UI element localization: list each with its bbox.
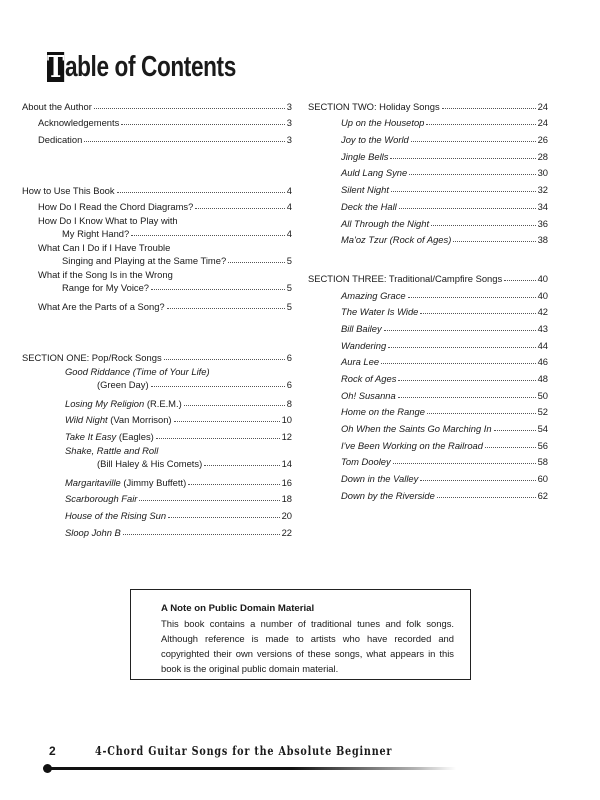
- entry-label: [341, 306, 418, 317]
- toc-group: [22, 95, 292, 145]
- toc-entry[interactable]: [308, 267, 548, 284]
- entry-title: Bill Bailey: [341, 322, 382, 334]
- entry-label: [308, 273, 502, 284]
- entry-title: The Water Is Wide: [341, 306, 419, 318]
- entry-page: 56: [537, 439, 548, 451]
- entry-second-line: [38, 254, 292, 266]
- dot-leader: [504, 279, 535, 281]
- entry-title: Scarborough Fair: [65, 493, 138, 505]
- entry-label: [341, 201, 397, 212]
- entry-title: Dedication: [38, 134, 83, 146]
- entry-first-line: [38, 215, 292, 227]
- entry-continuation: Singing and Playing at the Same Time?: [62, 255, 227, 267]
- entry-page: 26: [537, 134, 548, 146]
- dot-leader: [494, 429, 536, 431]
- entry-title: About the Author: [22, 100, 92, 112]
- dot-leader: [409, 173, 535, 175]
- entry-page: 5: [286, 301, 292, 313]
- entry-page: 6: [286, 378, 292, 390]
- entry-first-line: [65, 366, 292, 378]
- entry-label: [341, 340, 386, 351]
- entry-label: [38, 201, 193, 212]
- entry-page: 36: [537, 217, 548, 229]
- toc-entry[interactable]: [308, 162, 548, 179]
- entry-label: [38, 215, 178, 226]
- entry-label: [341, 423, 492, 434]
- entry-label: [341, 184, 389, 195]
- toc-entry[interactable]: [308, 334, 548, 351]
- entry-page: 6: [286, 351, 292, 363]
- toc-entry[interactable]: [308, 401, 548, 418]
- toc-entry[interactable]: [308, 317, 548, 334]
- entry-page: 4: [286, 228, 292, 240]
- toc-entry[interactable]: [22, 95, 292, 112]
- entry-title: Shake, Rattle and Roll: [65, 444, 159, 456]
- entry-title: House of the Rising Sun: [65, 509, 167, 521]
- entry-label: [38, 117, 119, 128]
- entry-title: SECTION ONE: Pop/Rock Songs: [22, 351, 162, 363]
- entry-page: 34: [537, 200, 548, 212]
- entry-title: Oh When the Saints Go Marching In: [341, 423, 492, 435]
- toc-entry[interactable]: [22, 179, 292, 196]
- dot-leader: [485, 446, 536, 448]
- toc-entry[interactable]: [22, 215, 292, 239]
- dot-leader: [384, 329, 536, 331]
- entry-title: Aura Lee: [341, 356, 380, 368]
- toc-entry[interactable]: [22, 295, 292, 312]
- toc-entry[interactable]: [22, 521, 292, 538]
- dot-leader: [156, 437, 280, 439]
- toc-group: [22, 346, 292, 538]
- toc-right-column: [308, 95, 548, 535]
- toc-entry[interactable]: [22, 488, 292, 505]
- entry-page: 5: [286, 255, 292, 267]
- dot-leader: [123, 533, 280, 535]
- toc-entry[interactable]: [308, 467, 548, 484]
- entry-title: How Do I Know What to Play with: [38, 215, 178, 227]
- entry-label: [341, 323, 382, 334]
- toc-entry[interactable]: [22, 196, 292, 213]
- toc-entry[interactable]: [22, 445, 292, 469]
- entry-artist: (Jimmy Buffett): [120, 476, 187, 488]
- dot-leader: [117, 191, 285, 193]
- entry-page: 24: [537, 117, 548, 129]
- entry-title: Margaritaville: [65, 476, 121, 488]
- entry-title: Down by the Riverside: [341, 489, 435, 501]
- entry-title: Acknowledgements: [38, 117, 120, 129]
- entry-title: All Through the Night: [341, 217, 430, 229]
- entry-page: 16: [281, 476, 292, 488]
- entry-title: Silent Night: [341, 184, 389, 196]
- entry-page: 52: [537, 406, 548, 418]
- toc-entry[interactable]: [22, 392, 292, 409]
- entry-page: 3: [286, 100, 292, 112]
- dot-leader: [420, 312, 535, 314]
- dot-leader: [453, 240, 535, 242]
- dot-leader: [84, 140, 284, 142]
- entry-page: 28: [537, 150, 548, 162]
- dot-leader: [167, 307, 285, 309]
- entry-label: [38, 134, 82, 145]
- title-rest: able of Contents: [64, 50, 236, 83]
- toc-entry[interactable]: [22, 112, 292, 129]
- dot-leader: [228, 261, 285, 263]
- entry-page: 4: [286, 201, 292, 213]
- dot-leader: [408, 296, 536, 298]
- entry-page: 42: [537, 306, 548, 318]
- dot-leader: [204, 464, 279, 466]
- entry-title: What Are the Parts of a Song?: [38, 301, 165, 313]
- toc-entry[interactable]: [22, 242, 292, 266]
- dot-leader: [131, 234, 285, 236]
- toc-entry[interactable]: [308, 384, 548, 401]
- entry-page: 5: [286, 282, 292, 294]
- toc-entry[interactable]: [308, 212, 548, 229]
- entry-page: 22: [281, 526, 292, 538]
- entry-continuation: (Green Day): [97, 378, 149, 390]
- entry-label: [341, 373, 396, 384]
- entry-page: 54: [537, 423, 548, 435]
- entry-title: Jingle Bells: [341, 150, 389, 162]
- entry-page: 40: [537, 289, 548, 301]
- dot-leader: [381, 362, 536, 364]
- entry-title: Amazing Grace: [341, 289, 406, 301]
- entry-label: [65, 510, 166, 521]
- entry-title: Tom Dooley: [341, 456, 391, 468]
- entry-title: Deck the Hall: [341, 200, 397, 212]
- dot-leader: [184, 404, 285, 406]
- entry-page: 48: [537, 373, 548, 384]
- entry-title: Wandering: [341, 339, 387, 351]
- entry-label: [341, 440, 483, 451]
- entry-page: 8: [286, 397, 292, 409]
- note-heading: A Note on Public Domain Material: [161, 603, 315, 614]
- toc-entry[interactable]: [308, 128, 548, 145]
- entry-page: 3: [286, 134, 292, 146]
- dot-leader: [94, 107, 285, 109]
- dot-leader: [393, 462, 536, 464]
- entry-title: What Can I Do if I Have Trouble: [38, 242, 171, 254]
- entry-label: [22, 352, 162, 363]
- page-title: [47, 50, 236, 84]
- entry-label: [38, 269, 173, 280]
- entry-label: [341, 290, 406, 301]
- entry-label: [341, 151, 388, 162]
- entry-artist: (R.E.M.): [144, 397, 182, 409]
- entry-label: [341, 406, 425, 417]
- entry-artist: (Eagles): [116, 430, 154, 442]
- entry-page: 38: [537, 234, 548, 246]
- toc-entry[interactable]: [308, 95, 548, 112]
- entry-page: 10: [281, 414, 292, 426]
- dot-leader: [437, 496, 536, 498]
- dot-leader: [164, 358, 285, 360]
- toc-entry[interactable]: [308, 417, 548, 434]
- entry-label: [341, 134, 409, 145]
- entry-first-line: [65, 445, 292, 457]
- dot-leader: [398, 396, 536, 398]
- toc-entry[interactable]: [308, 229, 548, 246]
- entry-label: [38, 301, 165, 312]
- entry-title: Losing My Religion: [65, 397, 145, 409]
- entry-title: How to Use This Book: [22, 184, 115, 196]
- dot-leader: [188, 483, 279, 485]
- entry-continuation: My Right Hand?: [62, 228, 130, 240]
- entry-title: Wild Night: [65, 414, 108, 426]
- dot-leader: [388, 346, 535, 348]
- entry-page: 4: [286, 184, 292, 196]
- footer-bullet-icon: [43, 764, 52, 773]
- dot-leader: [427, 412, 536, 414]
- entry-label: [308, 101, 440, 112]
- entry-label: [341, 473, 418, 484]
- entry-label: [341, 356, 379, 367]
- toc-entry[interactable]: [22, 346, 292, 363]
- toc-entry[interactable]: [308, 178, 548, 195]
- entry-page: 62: [537, 489, 548, 501]
- entry-page: 43: [537, 322, 548, 334]
- entry-title: What if the Song Is in the Wrong: [38, 269, 173, 281]
- entry-label: [65, 527, 121, 538]
- toc-entry[interactable]: [22, 269, 292, 293]
- entry-second-line: [65, 457, 292, 469]
- entry-title: Home on the Range: [341, 406, 425, 418]
- entry-label: [65, 366, 210, 377]
- entry-label: [341, 167, 407, 178]
- entry-second-line: [65, 378, 292, 390]
- toc-entry[interactable]: [308, 484, 548, 501]
- dot-leader: [121, 123, 284, 125]
- toc-entry[interactable]: [22, 504, 292, 521]
- entry-page: 60: [537, 473, 548, 485]
- entry-label: [65, 477, 186, 488]
- footer-page-number: 2: [49, 744, 56, 758]
- entry-page: 18: [281, 493, 292, 505]
- entry-title: Auld Lang Syne: [341, 167, 408, 179]
- dot-leader: [431, 224, 535, 226]
- toc-entry[interactable]: [308, 351, 548, 368]
- entry-page: 40: [537, 272, 548, 284]
- dot-leader: [168, 516, 279, 518]
- entry-continuation: Range for My Voice?: [62, 282, 150, 294]
- entry-title: Take It Easy: [65, 430, 117, 442]
- toc-entry[interactable]: [308, 434, 548, 451]
- dot-leader: [426, 123, 535, 125]
- dot-leader: [398, 379, 535, 381]
- entry-title: Oh! Susanna: [341, 389, 396, 401]
- entry-label: [65, 414, 172, 425]
- dot-leader: [174, 420, 280, 422]
- entry-label: [341, 234, 451, 245]
- dot-leader: [151, 288, 285, 290]
- entry-page: 50: [537, 389, 548, 401]
- entry-label: [341, 218, 429, 229]
- toc-group: [308, 95, 548, 245]
- dot-leader: [420, 479, 535, 481]
- footer-rule: [46, 767, 456, 770]
- dot-leader: [391, 190, 536, 192]
- entry-title: How Do I Read the Chord Diagrams?: [38, 201, 194, 213]
- dot-leader: [195, 207, 285, 209]
- entry-title: Sloop John B: [65, 526, 121, 538]
- entry-page: 58: [537, 456, 548, 468]
- entry-title: I've Been Working on the Railroad: [341, 439, 483, 451]
- entry-second-line: [38, 227, 292, 239]
- dot-leader: [442, 107, 536, 109]
- entry-page: 46: [537, 356, 548, 368]
- entry-artist: (Van Morrison): [107, 414, 172, 426]
- toc-entry[interactable]: [308, 145, 548, 162]
- entry-page: 20: [281, 509, 292, 521]
- toc-entry[interactable]: [22, 128, 292, 145]
- entry-label: [65, 493, 137, 504]
- dot-leader: [390, 157, 535, 159]
- toc-entry[interactable]: [308, 195, 548, 212]
- entry-first-line: [38, 269, 292, 281]
- toc-entry[interactable]: [22, 409, 292, 426]
- entry-title: Good Riddance (Time of Your Life): [65, 365, 210, 377]
- toc-group: [22, 179, 292, 312]
- entry-label: [341, 117, 424, 128]
- dot-leader: [139, 499, 279, 501]
- entry-label: [38, 242, 170, 253]
- entry-first-line: [38, 242, 292, 254]
- toc-entry[interactable]: [22, 471, 292, 488]
- toc-entry[interactable]: [308, 367, 548, 384]
- entry-label: [65, 398, 182, 409]
- entry-title: Rock of Ages: [341, 373, 397, 384]
- entry-second-line: [38, 281, 292, 293]
- entry-continuation: (Bill Haley & His Comets): [97, 457, 203, 469]
- entry-page: 14: [281, 457, 292, 469]
- entry-label: [65, 431, 154, 442]
- entry-page: 3: [286, 117, 292, 129]
- entry-label: [341, 456, 391, 467]
- toc-entry[interactable]: [308, 284, 548, 301]
- entry-title: SECTION THREE: Traditional/Campfire Songs: [308, 272, 503, 284]
- entry-title: Down in the Valley: [341, 473, 419, 485]
- public-domain-note: [130, 589, 471, 680]
- entry-page: 24: [537, 100, 548, 112]
- toc-left-column: [22, 95, 292, 572]
- note-body: This book contains a number of traditional tunes and folk songs. Although reference is made to artists who have recorded and copyrighted their own versions of these songs, what appears in this book is the original public domain material.: [161, 618, 454, 674]
- toc-entry[interactable]: [308, 451, 548, 468]
- entry-title: Joy to the World: [341, 134, 409, 146]
- entry-label: [22, 101, 92, 112]
- footer-book-title: 4-Chord Guitar Songs for the Absolute Beginner: [95, 744, 393, 758]
- toc-entry[interactable]: [22, 425, 292, 442]
- toc-entry[interactable]: [22, 366, 292, 390]
- dot-leader: [399, 207, 536, 209]
- dot-leader: [411, 140, 536, 142]
- entry-title: SECTION TWO: Holiday Songs: [308, 100, 440, 112]
- toc-entry[interactable]: [308, 112, 548, 129]
- entry-page: 32: [537, 184, 548, 196]
- entry-label: [65, 445, 158, 456]
- entry-title: Up on the Housetop: [341, 117, 425, 129]
- entry-page: 12: [281, 430, 292, 442]
- entry-label: [341, 390, 396, 401]
- entry-label: [22, 185, 115, 196]
- entry-label: [341, 490, 435, 501]
- entry-page: 30: [537, 167, 548, 179]
- entry-title: Ma'oz Tzur (Rock of Ages): [341, 234, 452, 246]
- toc-entry[interactable]: [308, 301, 548, 318]
- dot-leader: [151, 385, 285, 387]
- entry-page: 44: [537, 339, 548, 351]
- toc-group: [308, 267, 548, 501]
- title-initial: T: [47, 50, 65, 85]
